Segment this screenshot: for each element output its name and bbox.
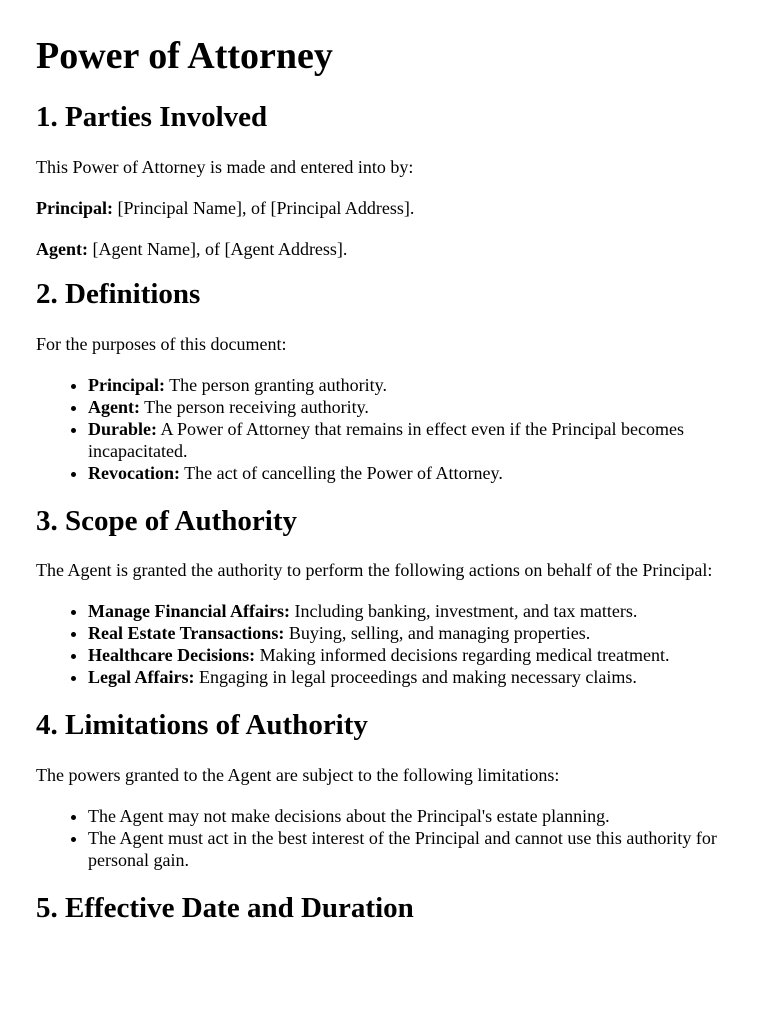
list-item [88,600,734,622]
list-item [88,396,734,418]
list-item [88,418,734,462]
parties-intro: This Power of Attorney is made and entered into by: [36,156,414,177]
agent-line [36,238,734,260]
section-heading-scope: 3. Scope of Authority [36,504,297,537]
definition-text: The person granting authority. [165,374,387,395]
scope-term: Healthcare Decisions: [88,645,256,666]
section-heading-parties: 1. Parties Involved [36,100,268,133]
definition-term: Revocation: [88,462,180,483]
section-parties [36,102,734,260]
scope-text: Including banking, investment, and tax matters. [289,601,638,622]
definition-term: Principal: [88,374,165,395]
definition-text: A Power of Attorney that remains in effect even if the Principal becomes incapacitated. [88,418,685,461]
principal-label: Principal: [36,197,113,218]
definitions-intro: For the purposes of this document: [36,333,287,354]
definition-term: Durable: [88,418,157,439]
section-heading-definitions: 2. Definitions [36,277,201,310]
list-item: • The Agent must act in the best interest of the Principal and cannot use this authority for personal gain. [88,827,734,871]
scope-term: Real Estate Transactions: [88,623,285,644]
section-effective [36,893,734,925]
scope-text: Making informed decisions regarding medical treatment. [255,645,670,666]
agent-label: Agent: [36,238,88,259]
list-item [88,644,734,666]
limitations-list [36,805,734,871]
list-item: • The Agent may not make decisions about the Principal's estate planning. [88,805,734,827]
scope-list [36,600,734,688]
list-item [88,666,734,688]
scope-term: Legal Affairs: [88,667,195,688]
section-scope [36,506,734,689]
definitions-list [36,374,734,484]
list-item [88,622,734,644]
principal-line [36,197,734,219]
definition-text: The person receiving authority. [140,396,369,417]
scope-text: Engaging in legal proceedings and making necessary claims. [194,667,637,688]
scope-intro: The Agent is granted the authority to perform the following actions on behalf of the Principal: [36,560,713,581]
section-limitations [36,710,734,871]
principal-text: [Principal Name], of [Principal Address]. [113,197,415,218]
document-title: Power of Attorney [36,35,333,77]
definition-text: The act of cancelling the Power of Attorney. [179,462,503,483]
scope-term: Manage Financial Affairs: [88,601,290,622]
list-item [88,374,734,396]
agent-text: [Agent Name], of [Agent Address]. [88,238,348,259]
section-heading-limitations: 4. Limitations of Authority [36,709,368,742]
section-heading-effective: 5. Effective Date and Duration [36,892,414,925]
limitations-intro: The powers granted to the Agent are subject to the following limitations: [36,765,560,786]
definition-term: Agent: [88,396,140,417]
list-item [88,462,734,484]
section-definitions [36,279,734,484]
scope-text: Buying, selling, and managing properties. [284,623,591,644]
